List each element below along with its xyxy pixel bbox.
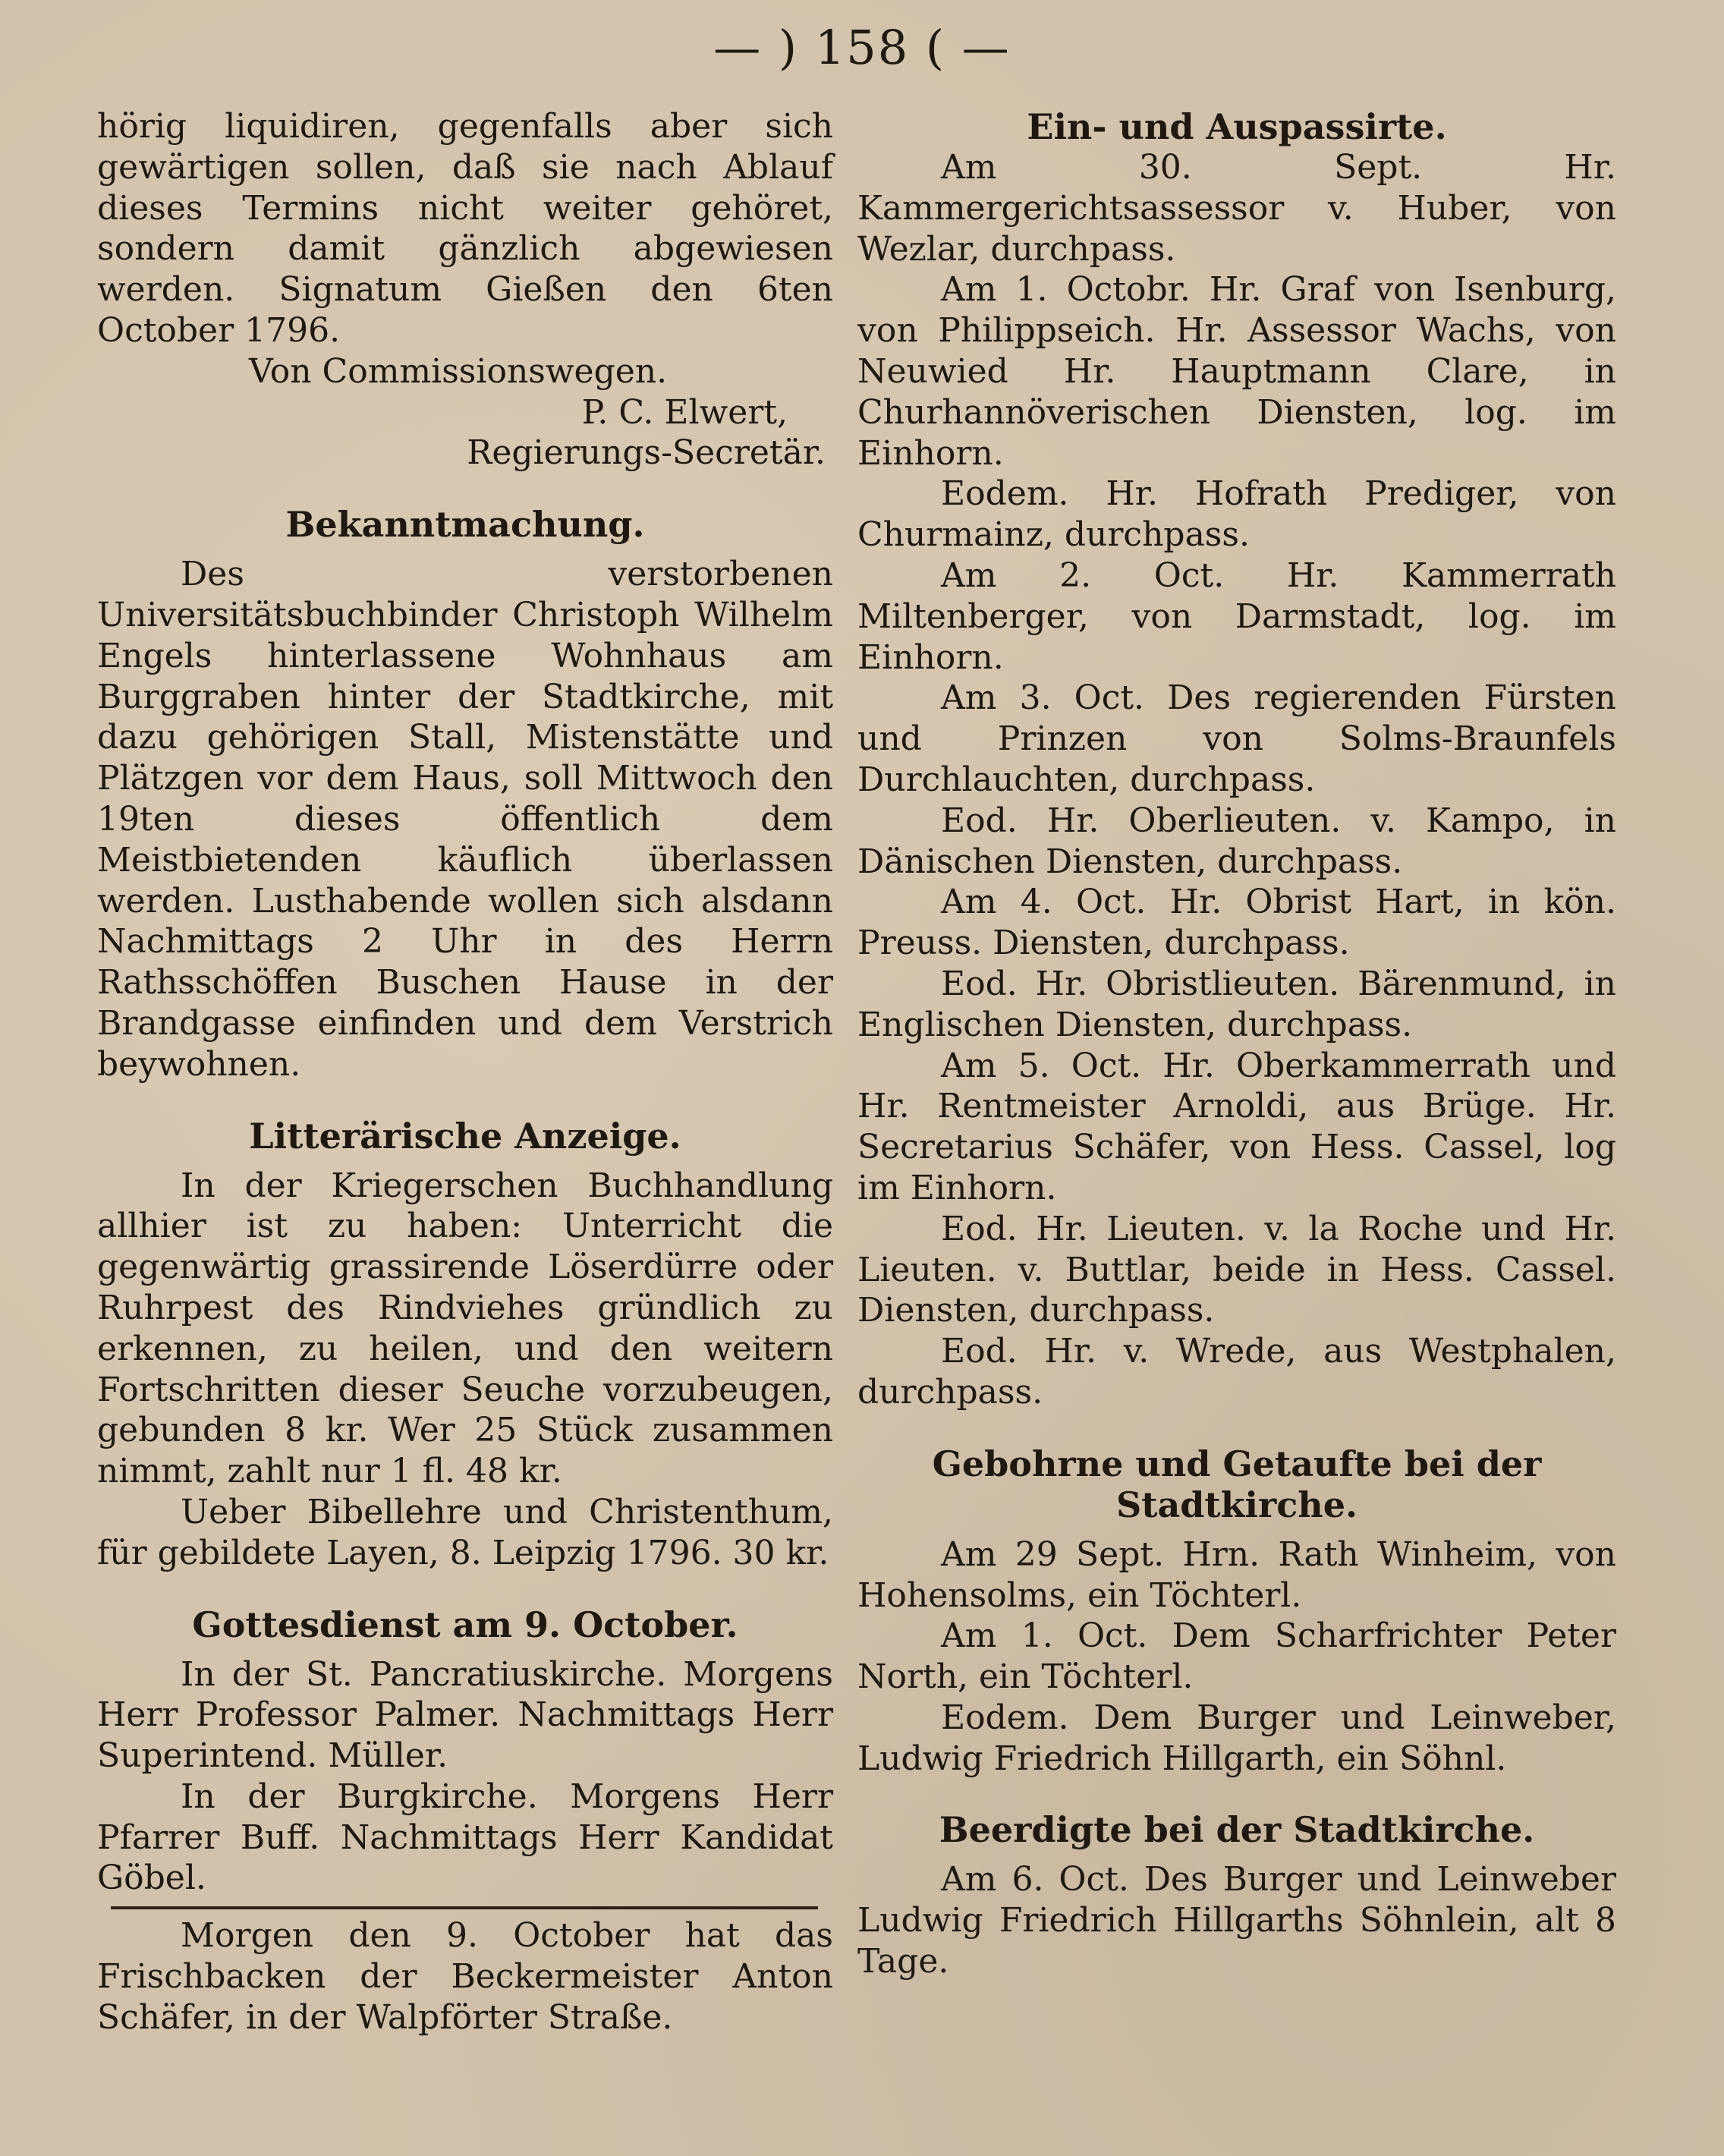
list-item: Am 1. Oct. Dem Scharfrichter Peter North, ein Töchterl. xyxy=(857,1616,1616,1697)
list-item: Am 5. Oct. Hr. Oberkammerrath und Hr. Rentmeister Arnoldi, aus Brüge. Hr. Secretarius Schäfer, von Hess. Cassel, log im Einhorn. xyxy=(857,1046,1616,1207)
litteraria-text-2: Ueber Bibellehre und Christenthum, für gebildete Layen, 8. Leipzig 1796. 30 kr. xyxy=(97,1492,833,1572)
left-column xyxy=(97,106,833,2038)
continued-notice: hörig liquidiren, gegenfalls aber sich gewärtigen sollen, daß sie nach Ablauf dieses Termins nicht weiter gehöret, sondern damit gänzlich abgewiesen werden. Signatum Gießen den 6ten October 1796. xyxy=(97,107,833,350)
list-item: Eodem. Dem Burger und Leinweber, Ludwig Friedrich Hillgarth, ein Söhnl. xyxy=(857,1698,1616,1778)
list-item: Am 3. Oct. Des regierenden Fürsten und Prinzen von Solms-Braunfels Durchlauchten, durchpass. xyxy=(857,678,1616,799)
section-heading-passirte: Ein- und Auspassirte. xyxy=(1027,106,1447,147)
signature-line-2: P. C. Elwert, xyxy=(581,392,788,432)
list-item: Am 30. Sept. Hr. Kammergerichtsassessor v. Huber, von Wezlar, durchpass. xyxy=(857,148,1616,269)
section-heading-gottesdienst: Gottesdienst am 9. October. xyxy=(192,1604,738,1645)
signature-line-1: Von Commissionswegen. xyxy=(249,351,668,391)
section-heading-gebohrne: Gebohrne und Getaufte bei der Stadtkirche. xyxy=(932,1443,1542,1525)
list-item: Am 2. Oct. Hr. Kammerrath Miltenberger, von Darmstadt, log. im Einhorn. xyxy=(857,556,1616,677)
gottesdienst-text-2: In der Burgkirche. Morgens Herr Pfarrer Buff. Nachmittags Herr Kandidat Göbel. xyxy=(97,1777,833,1898)
list-item: Eod. Hr. Lieuten. v. la Roche und Hr. Lieuten. v. Buttlar, beide in Hess. Cassel. Diensten, durchpass. xyxy=(857,1209,1616,1330)
list-item: Eod. Hr. v. Wrede, aus Westphalen, durchpass. xyxy=(857,1332,1616,1412)
list-item: Am 1. Octobr. Hr. Graf von Isenburg, von Philippseich. Hr. Assessor Wachs, von Neuwied Hr. Hauptmann Clare, in Churhannöverischen Diensten, log. im Einhorn. xyxy=(857,270,1616,473)
signature-line-3: Regierungs-Secretär. xyxy=(467,433,826,473)
gottesdienst-text-1: In der St. Pancratiuskirche. Morgens Herr Professor Palmer. Nachmittags Herr Superintend. Müller. xyxy=(97,1654,833,1776)
list-item: Eodem. Hr. Hofrath Prediger, von Churmainz, durchpass. xyxy=(857,474,1616,555)
list-item: Am 29 Sept. Hrn. Rath Winheim, von Hohensolms, ein Töchterl. xyxy=(857,1534,1616,1615)
baecker-notice: Morgen den 9. October hat das Frischbacken der Beckermeister Anton Schäfer, in der Walpförter Straße. xyxy=(97,1916,833,2037)
list-item: Eod. Hr. Obristlieuten. Bärenmund, in Englischen Diensten, durchpass. xyxy=(857,964,1616,1044)
right-column xyxy=(857,106,1616,1982)
section-heading-litteraria: Litterärische Anzeige. xyxy=(249,1115,681,1157)
list-item: Am 6. Oct. Des Burger und Leinweber Ludwig Friedrich Hillgarths Söhnlein, alt 8 Tage. xyxy=(857,1860,1616,1981)
section-heading-bekanntmachung: Bekanntmachung. xyxy=(285,504,645,546)
divider-rule xyxy=(111,1906,818,1909)
section-heading-beerdigte: Beerdigte bei der Stadtkirche. xyxy=(939,1809,1535,1851)
bekanntmachung-text: Des verstorbenen Universitätsbuchbinder Christoph Wilhelm Engels hinterlassene Wohnhaus am Burggraben hinter der Stadtkirche, mit dazu gehörigen Stall, Mistenstätte und Plätzgen vor dem Haus, soll Mittwoch den 19ten dieses öffentlich dem Meistbietenden käuflich überlassen werden. Lusthabende wollen sich alsdann Nachmittags 2 Uhr in des Herrn Rathsschöffen Buschen Hause in der Brandgasse einfinden und dem Verstrich beywohnen. xyxy=(97,555,833,1084)
page-number: — ) 158 ( — xyxy=(713,20,1011,75)
list-item: Am 4. Oct. Hr. Obrist Hart, in kön. Preuss. Diensten, durchpass. xyxy=(857,883,1616,963)
list-item: Eod. Hr. Oberlieuten. v. Kampo, in Dänischen Diensten, durchpass. xyxy=(857,801,1616,881)
litteraria-text-1: In der Kriegerschen Buchhandlung allhier ist zu haben: Unterricht die gegenwärtig grassirende Löserdürre oder Ruhrpest des Rindviehes gründlich zu erkennen, zu heilen, und den weitern Fortschritten dieser Seuche vorzubeugen, gebunden 8 kr. Wer 25 Stück zusammen nimmt, zahlt nur 1 fl. 48 kr. xyxy=(97,1166,833,1491)
